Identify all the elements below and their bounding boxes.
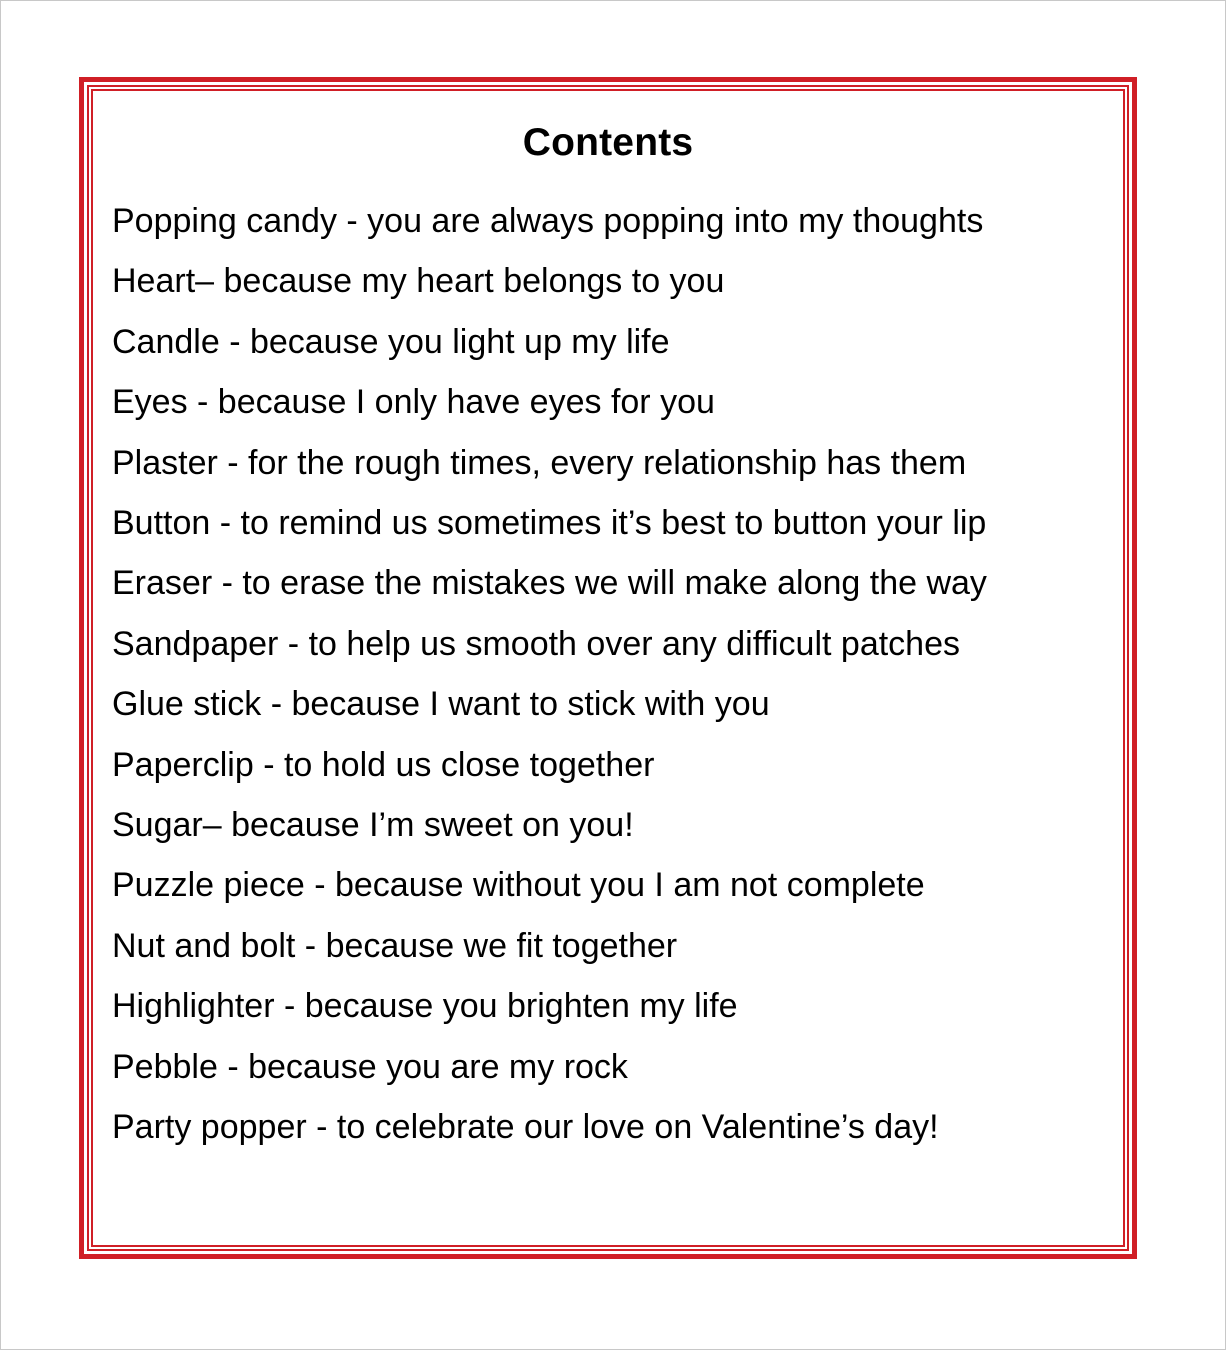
list-item-nut-and-bolt: Nut and bolt - because we fit together: [112, 926, 678, 965]
list-item-candle: Candle - because you light up my life: [112, 322, 670, 361]
list-item-puzzle-piece: Puzzle piece - because without you I am not complete: [112, 866, 925, 905]
list-item-sugar: Sugar– because I’m sweet on you!: [112, 806, 634, 845]
list-item-heart: Heart– because my heart belongs to you: [112, 262, 725, 301]
list-item-sandpaper: Sandpaper - to help us smooth over any difficult patches: [112, 624, 960, 663]
list-item-popping-candy: Popping candy - you are always popping into my thoughts: [112, 202, 984, 240]
page-title: Contents: [522, 121, 694, 164]
contents-panel: [109, 117, 1107, 1229]
decorative-frame: [79, 77, 1137, 1259]
list-item-plaster: Plaster - for the rough times, every relationship has them: [112, 443, 967, 482]
list-item-button: Button - to remind us sometimes it’s best to button your lip: [112, 504, 987, 543]
list-item-eyes: Eyes - because I only have eyes for you: [112, 383, 715, 422]
list-item-highlighter: Highlighter - because you brighten my life: [112, 987, 738, 1026]
list-item-paperclip: Paperclip - to hold us close together: [112, 745, 655, 784]
contents-list: [109, 191, 1107, 1158]
list-item-glue-stick: Glue stick - because I want to stick with you: [112, 685, 770, 724]
list-item-eraser: Eraser - to erase the mistakes we will make along the way: [112, 564, 987, 603]
list-item-party-popper: Party popper - to celebrate our love on Valentine’s day!: [112, 1108, 939, 1147]
list-item-pebble: Pebble - because you are my rock: [112, 1047, 628, 1086]
